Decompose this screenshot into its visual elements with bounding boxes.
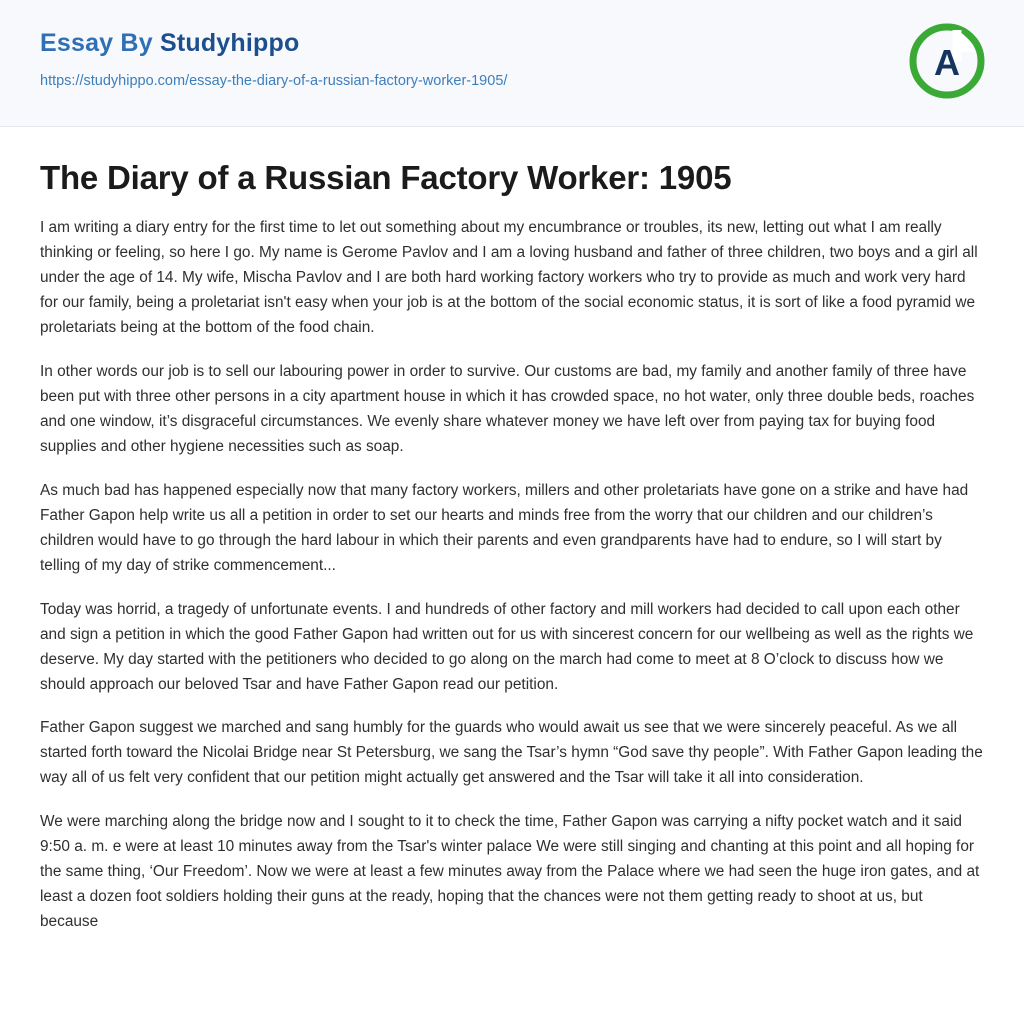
svg-text:A: A	[934, 42, 960, 83]
site-header	[0, 0, 1024, 127]
page-title: The Diary of a Russian Factory Worker: 1905	[40, 159, 732, 196]
brand-title	[40, 28, 984, 58]
paragraph: Father Gapon suggest we marched and sang humbly for the guards who would await us see that we were sincerely peaceful. As we all started forth toward the Nicolai Bridge near St Petersburg, we sang the Tsar’s hymn “God save thy people”. With Father Gapon leading the way all of us felt very confident that our petition might actually get answered and the Tsar will take it all into consideration.	[40, 719, 983, 787]
article-body	[40, 216, 984, 935]
source-url[interactable]: https://studyhippo.com/essay-the-diary-of-a-russian-factory-worker-1905/	[40, 73, 508, 89]
brand-prefix: Essay By	[40, 29, 160, 57]
brand-name: Studyhippo	[159, 29, 300, 57]
paragraph: We were marching along the bridge now and I sought to it to check the time, Father Gapon was carrying a nifty pocket watch and it said 9:50 a. m. e were at least 10 minutes away from the Tsar's winter palace We were still singing and chanting at this point and all hoping for the same thing, ‘Our Freedom’. Now we were at least a few minutes away from the Palace where we had seen the huge iron gates, and at least a dozen foot soldiers holding their guns at the ready, hoping that the chances were not them getting ready to shoot at us, but because	[40, 813, 980, 931]
paragraph: I am writing a diary entry for the first time to let out something about my encumbrance or troubles, its new, letting out what I am really thinking or feeling, so here I go. My name is Gerome Pavlov and I am a loving husband and father of three children, two boys and a girl all under the age of 14. My wife, Mischa Pavlov and I are both hard working factory workers who try to provide as much and work very hard for our family, being a proletariat isn't easy when your job is at the bottom of the social economic status, it is sort of like a food pyramid we proletariats being at the bottom of the food chain.	[40, 219, 978, 337]
paragraph: In other words our job is to sell our labouring power in order to survive. Our customs are bad, my family and another family of three have been put with three other persons in a city apartment house in which it has crowded space, no hot water, only three double beds, roaches and one window, it’s disgraceful circumstances. We evenly share whatever money we have left over from paying tax for buying food supplies and other hygiene necessities such as soap.	[40, 363, 975, 455]
article	[0, 127, 1024, 935]
paragraph: Today was horrid, a tragedy of unfortunate events. I and hundreds of other factory and mill workers had decided to call upon each other and sign a petition in which the good Father Gapon had written out for us with sincerest concern for our wellbeing as well as the rights we deserve. My day started with the petitioners who decided to go along on the march had come to meet at 8 O’clock to discuss how we should approach our beloved Tsar and have Father Gapon read our petition.	[40, 600, 974, 693]
paragraph: As much bad has happened especially now that many factory workers, millers and other proletariats have gone on a strike and have had Father Gapon help write us all a petition in order to set our hearts and minds free from the worry that our children and our children’s children would have to go through the hard labour in which their parents and even grandparents have had to endure, so I will start by telling of my day of strike commencement...	[40, 481, 969, 574]
studyhippo-logo-icon[interactable]	[908, 22, 986, 100]
